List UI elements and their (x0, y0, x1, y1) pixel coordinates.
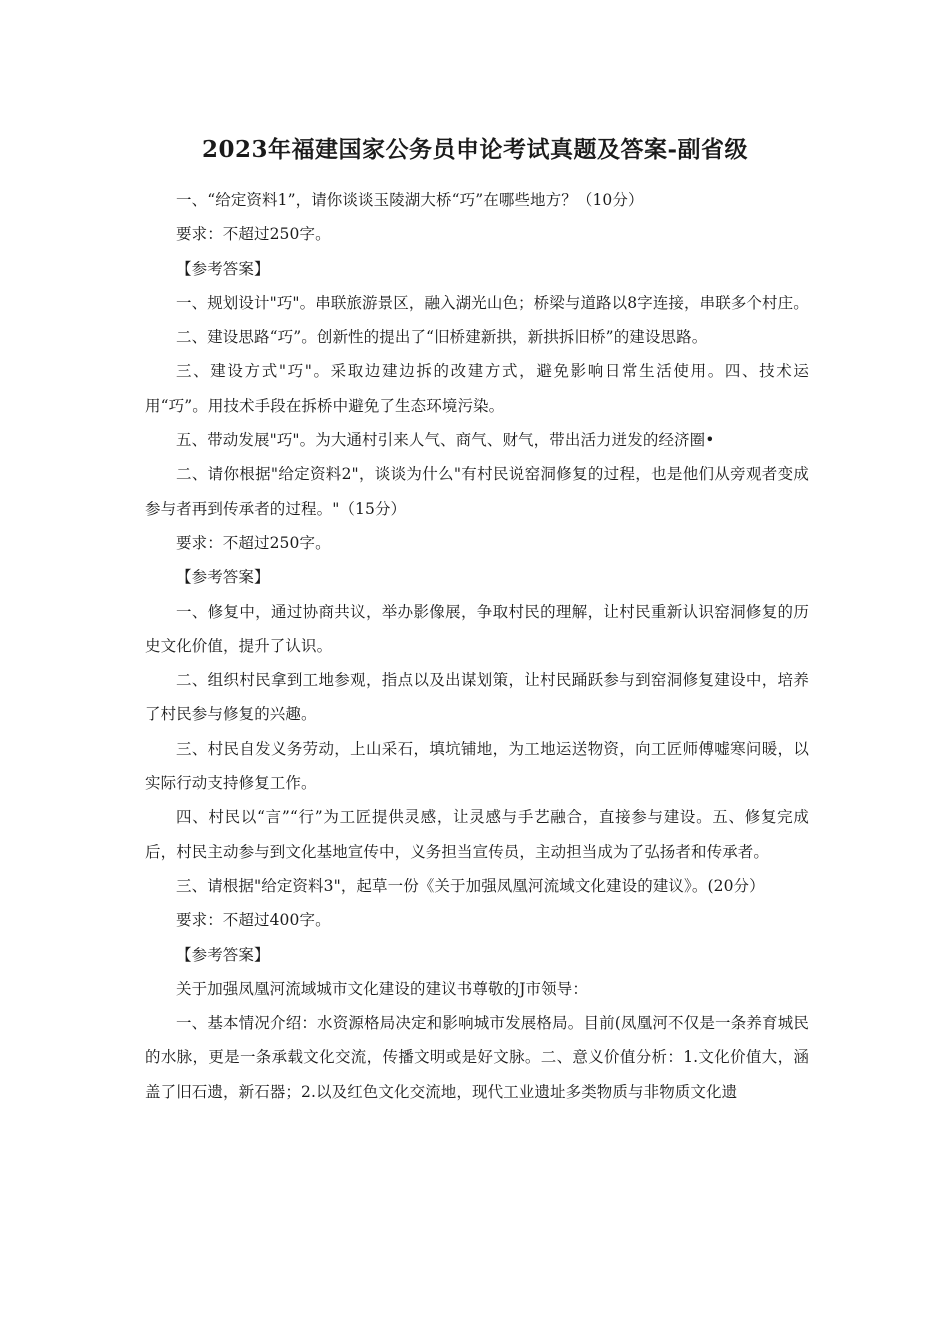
question-1: 一、“给定资料1”，请你谈谈玉陵湖大桥“巧”在哪些地方？（10分） (176, 191, 644, 209)
answer-paragraph: 一、基本情况介绍：水资源格局决定和影响城市发展格局。目前(凤凰河不仅是一条养育城民的水脉，更是一条承载文化交流，传播文明或是好文脉。二、意义价值分析：1.文化价值大，涵盖了旧石遗，新石器；2.以及红色文化交流地，现代工业遗址多类物质与非物质文化遗 (145, 1014, 809, 1101)
answer-heading-1: 【参考答案】 (176, 259, 270, 278)
requirement-2: 要求：不超过250字。 (176, 533, 331, 552)
answer-paragraph: 三、村民自发义务劳动，上山采石，填坑铺地，为工地运送物资，向工匠师傅嘘寒问暖，以实际行动支持修复工作。 (145, 739, 809, 793)
requirement-1: 要求：不超过250字。 (176, 225, 331, 244)
answer-paragraph: 关于加强凤凰河流域城市文化建设的建议书尊敬的J市领导： (176, 979, 588, 998)
answer-paragraph: 二、建设思路“巧”。创新性的提出了“旧桥建新拱，新拱拆旧桥”的建设思路。 (176, 328, 708, 347)
answer-paragraph: 四、村民以“言”“行”为工匠提供灵感，让灵感与手艺融合，直接参与建设。五、修复完成后，村民主动参与到文化基地宣传中，义务担当宣传员，主动担当成为了弘扬者和传承者。 (145, 808, 809, 861)
document-body (145, 183, 809, 1109)
answer-heading-2: 【参考答案】 (176, 568, 270, 587)
question-3: 三、请根据"给定资料3"，起草一份《关于加强凤凰河流域文化建设的建议》。(20分） (176, 876, 765, 895)
answer-paragraph: 三、建设方式"巧"。采取边建边拆的改建方式，避免影响日常生活使用。四、技术运用“巧”。用技术手段在拆桥中避免了生态环境污染。 (145, 362, 809, 415)
answer-paragraph: 二、组织村民拿到工地参观，指点以及出谋划策，让村民踊跃参与到窑洞修复建设中，培养了村民参与修复的兴趣。 (145, 671, 809, 724)
answer-paragraph: 一、规划设计"巧"。串联旅游景区，融入湖光山色；桥梁与道路以8字连接，串联多个村庄。 (176, 293, 809, 312)
answer-paragraph: 一、修复中，通过协商共议，举办影像展，争取村民的理解，让村民重新认识窑洞修复的历史文化价值，提升了认识。 (145, 602, 809, 655)
question-2: 二、请你根据"给定资料2"，谈谈为什么"有村民说窑洞修复的过程，也是他们从旁观者变成参与者再到传承者的过程。"（15分） (145, 465, 809, 518)
requirement-3: 要求：不超过400字。 (176, 911, 331, 930)
answer-heading-3: 【参考答案】 (176, 945, 270, 964)
answer-paragraph: 五、带动发展"巧"。为大通村引来人气、商气、财气，带出活力迸发的经济圈• (176, 431, 715, 450)
document-title: 2023年福建国家公务员申论考试真题及答案-副省级 (201, 136, 749, 163)
